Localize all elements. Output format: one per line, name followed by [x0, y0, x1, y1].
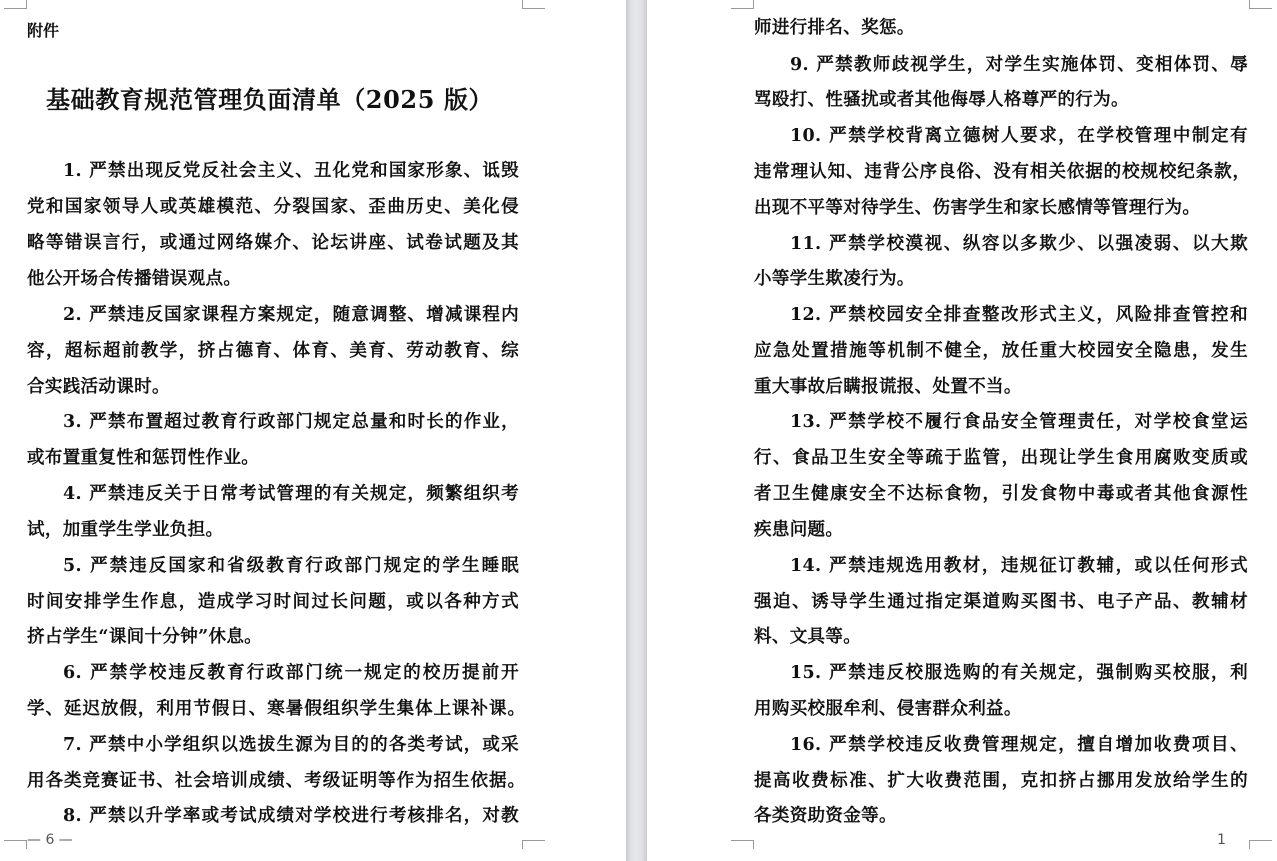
paragraph-line: 党和国家领导人或英雄模范、分裂国家、歪曲历史、美化侵 [27, 197, 519, 217]
paragraph-line: 出现不平等对待学生、伤害学生和家长感情等管理行为。 [754, 198, 1201, 218]
paragraph-line: 或布置重复性和惩罚性作业。 [27, 448, 260, 468]
attachment-label: 附件 [27, 21, 60, 40]
paragraph-line: 重大事故后瞒报谎报、处置不当。 [754, 377, 1022, 397]
paragraph-line: 学、延迟放假，利用节假日、寒暑假组织学生集体上课补课。 [27, 699, 525, 719]
paragraph-line: 9. 严禁教师歧视学生，对学生实施体罚、变相体罚、辱 [790, 55, 1248, 75]
paragraph-line: 料、文具等。 [754, 627, 862, 647]
paragraph-line: 时间安排学生作息，造成学习时间过长问题，或以各种方式 [27, 592, 519, 612]
left-page [0, 0, 626, 861]
crop-mark-top-left [4, 0, 27, 9]
paragraph-line: 违常理认知、违背公序良俗、没有相关依据的校规校纪条款， [754, 162, 1250, 182]
paragraph-line: 3. 严禁布置超过教育行政部门规定总量和时长的作业， [63, 412, 519, 432]
crop-mark-top-right [522, 0, 545, 9]
page-number: 1 [1217, 832, 1226, 848]
paragraph-line: 用各类竞赛证书、社会培训成绩、考级证明等作为招生依据。 [27, 771, 525, 791]
paragraph-line: 挤占学生“课间十分钟”休息。 [27, 627, 263, 647]
paragraph-line: 提高收费标准、扩大收费范围，克扣挤占挪用发放给学生的 [754, 771, 1248, 791]
paragraph-line: 强迫、诱导学生通过指定渠道购买图书、电子产品、教辅材 [754, 592, 1248, 612]
document-title: 基础教育规范管理负面清单（2025 版） [46, 85, 494, 114]
paragraph-line: 15. 严禁违反校服选购的有关规定，强制购买校服，利 [790, 663, 1248, 683]
paragraph-line: 行、食品卫生安全等疏于监管，出现让学生食用腐败变质或 [754, 448, 1248, 468]
crop-mark-bottom-right [1249, 840, 1272, 849]
paragraph-line: 骂殴打、性骚扰或者其他侮辱人格尊严的行为。 [754, 90, 1129, 110]
paragraph-line: 11. 严禁学校漠视、纵容以多欺少、以强凌弱、以大欺 [790, 234, 1248, 254]
paragraph-line: 各类资助资金等。 [754, 806, 897, 826]
paragraph-line: 应急处置措施等机制不健全，放任重大校园安全隐患，发生 [754, 341, 1248, 361]
paragraph-line: 用购买校服牟利、侵害群众利益。 [754, 699, 1022, 719]
paragraph-line: 16. 严禁学校违反收费管理规定，擅自增加收费项目、 [790, 735, 1248, 755]
paragraph-line: 5. 严禁违反国家和省级教育行政部门规定的学生睡眠 [63, 556, 519, 576]
paragraph-line: 2. 严禁违反国家课程方案规定，随意调整、增减课程内 [63, 305, 519, 325]
paragraph-line: 6. 严禁学校违反教育行政部门统一规定的校历提前开 [63, 663, 519, 683]
paragraph-line: 略等错误言行，或通过网络媒介、论坛讲座、试卷试题及其 [27, 233, 519, 253]
paragraph-line: 1. 严禁出现反党反社会主义、丑化党和国家形象、诋毁 [63, 161, 519, 181]
paragraph-line: 者卫生健康安全不达标食物，引发食物中毒或者其他食源性 [754, 484, 1248, 504]
paragraph-line: 容，超标超前教学，挤占德育、体育、美育、劳动教育、综 [27, 341, 519, 361]
crop-mark-top-right [1249, 0, 1272, 9]
right-page [647, 0, 1277, 861]
paragraph-line: 他公开场合传播错误观点。 [27, 269, 242, 289]
paragraph-line: 试，加重学生学业负担。 [27, 520, 224, 540]
paragraph-line: 师进行排名、奖惩。 [754, 18, 915, 38]
paragraph-line: 12. 严禁校园安全排查整改形式主义，风险排查管控和 [790, 305, 1248, 325]
crop-mark-bottom-left [731, 840, 754, 849]
paragraph-line: 小等学生欺凌行为。 [754, 269, 915, 289]
paragraph-line: 4. 严禁违反关于日常考试管理的有关规定，频繁组织考 [63, 484, 519, 504]
paragraph-line: 14. 严禁违规选用教材，违规征订教辅，或以任何形式 [790, 556, 1248, 576]
paragraph-line: 10. 严禁学校背离立德树人要求，在学校管理中制定有 [790, 126, 1248, 146]
paragraph-line: 疾患问题。 [754, 520, 844, 540]
paragraph-line: 合实践活动课时。 [27, 377, 170, 397]
paragraph-line: 13. 严禁学校不履行食品安全管理责任，对学校食堂运 [790, 412, 1248, 432]
page-number: — 6 — [27, 832, 73, 848]
paragraph-line: 7. 严禁中小学组织以选拔生源为目的的各类考试，或采 [63, 735, 519, 755]
crop-mark-bottom-left [4, 840, 27, 849]
page-gutter [626, 0, 647, 861]
crop-mark-top-left [731, 0, 754, 9]
paragraph-line: 8. 严禁以升学率或考试成绩对学校进行考核排名，对教 [63, 806, 519, 826]
crop-mark-bottom-right [522, 840, 545, 849]
